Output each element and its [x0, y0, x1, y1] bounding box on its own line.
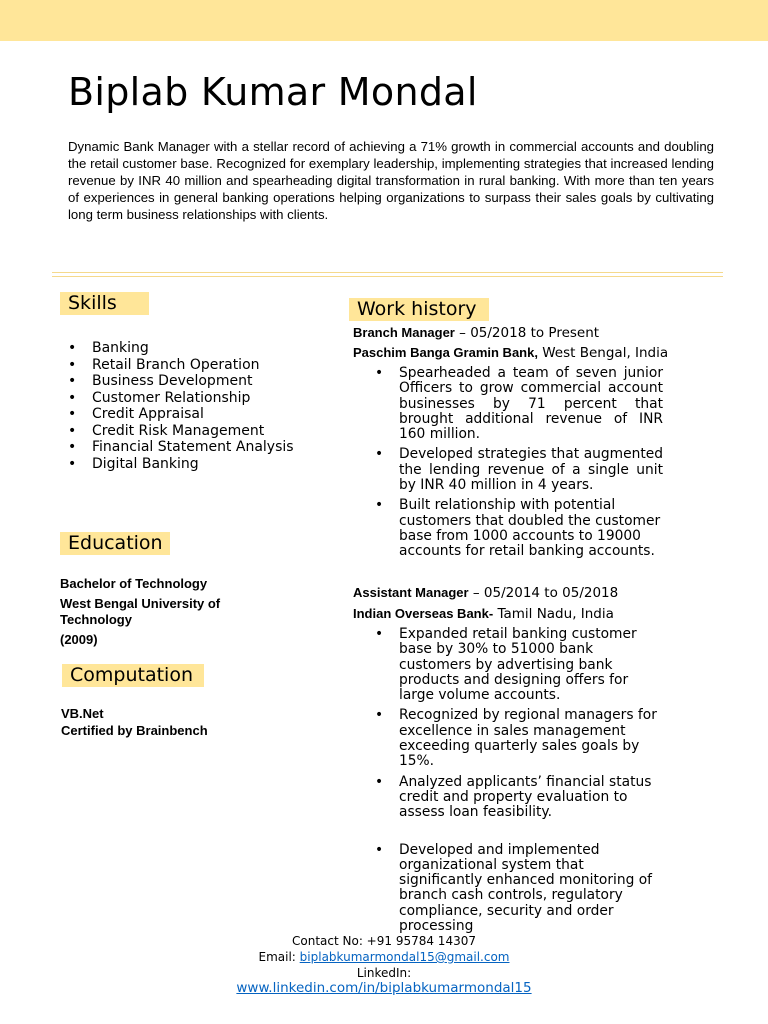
employer-name: Paschim Banga Gramin Bank, [353, 345, 538, 360]
job-duty: • Developed and implemented organizational system that significantly enhanced monitoring of branch cash controls, regulatory compliance, security and order processing [375, 843, 667, 935]
header-band [0, 0, 768, 41]
skill-item: • Retail Branch Operation [68, 357, 298, 374]
computation-heading: Computation [62, 664, 204, 687]
skill-item: • Business Development [68, 373, 298, 390]
skill-item: • Credit Appraisal [68, 406, 298, 423]
job-title-line [353, 585, 618, 601]
job-duty: • Spearheaded a team of seven junior Officers to grow commercial account businesses by 71 percent that brought additional revenue of INR 160 million. [375, 366, 663, 442]
education-year: (2009) [60, 632, 98, 647]
employer-location: Tamil Nadu, India [493, 606, 614, 622]
linkedin-link[interactable]: www.linkedin.com/in/biplabkumarmondal15 [236, 980, 532, 996]
job-dates: – 05/2018 to Present [454, 325, 600, 341]
job-title-line [353, 325, 599, 341]
employer-line [353, 606, 614, 622]
job-title: Assistant Manager [353, 585, 469, 600]
professional-summary: Dynamic Bank Manager with a stellar record of achieving a 71% growth in commercial accounts and doubling the retail customer base. Recognized for exemplary leadership, implementing strategies that increased lending revenue by INR 40 million and spearheading digital transformation in rural banking. With more than ten years of experiences in general banking operations helping organizations to surpass their sales goals by cultivating long term business relationships with clients. [68, 139, 714, 222]
work-history-heading: Work history [349, 298, 489, 321]
job-duties-list [375, 627, 667, 934]
linkedin-label: LinkedIn: [356, 966, 412, 980]
contact-phone: Contact No: +91 95784 14307 [292, 934, 476, 948]
email-link[interactable]: biplabkumarmondal15@gmail.com [299, 950, 510, 964]
education-degree: Bachelor of Technology [60, 576, 208, 591]
section-divider-secondary [52, 276, 723, 277]
computation-certification: Certified by Brainbench [61, 723, 208, 738]
job-duty: • Built relationship with potential customers that doubled the customer base from 1000 accounts to 19000 accounts for retail banking accounts. [375, 498, 663, 559]
section-divider [52, 272, 723, 273]
job-duty: • Analyzed applicants’ financial status credit and property evaluation to assess loan feasibility. [375, 775, 667, 821]
education-heading: Education [60, 532, 170, 555]
computation-item: VB.Net [61, 706, 104, 721]
candidate-name: Biplab Kumar Mondal [68, 70, 478, 114]
job-duty: • Expanded retail banking customer base by 30% to 51000 bank customers by advertising bank products and designing offers for large volume accounts. [375, 627, 667, 703]
employer-name: Indian Overseas Bank- [353, 606, 494, 621]
job-duties-list [375, 366, 663, 560]
skill-item: • Financial Statement Analysis [68, 439, 298, 456]
education-university: West Bengal University of Technology [60, 596, 221, 627]
job-duty: • Developed strategies that augmented the lending revenue of a single unit by INR 40 million in 4 years. [375, 447, 663, 493]
employer-line [353, 345, 668, 361]
skills-list [68, 340, 298, 472]
skill-item: • Customer Relationship [68, 390, 298, 407]
employer-location: West Bengal, India [537, 345, 669, 361]
skill-item: • Credit Risk Management [68, 423, 298, 440]
linkedin-line [0, 980, 768, 996]
skill-item: • Digital Banking [68, 456, 298, 473]
contact-email-line [0, 949, 768, 965]
job-title: Branch Manager [353, 325, 455, 340]
skill-item: • Banking [68, 340, 298, 357]
skills-heading: Skills [60, 292, 149, 315]
job-dates: – 05/2014 to 05/2018 [468, 585, 619, 601]
job-duty: • Recognized by regional managers for excellence in sales management exceeding quarterly sales goals by 15%. [375, 708, 667, 769]
email-label: Email: [258, 950, 300, 964]
